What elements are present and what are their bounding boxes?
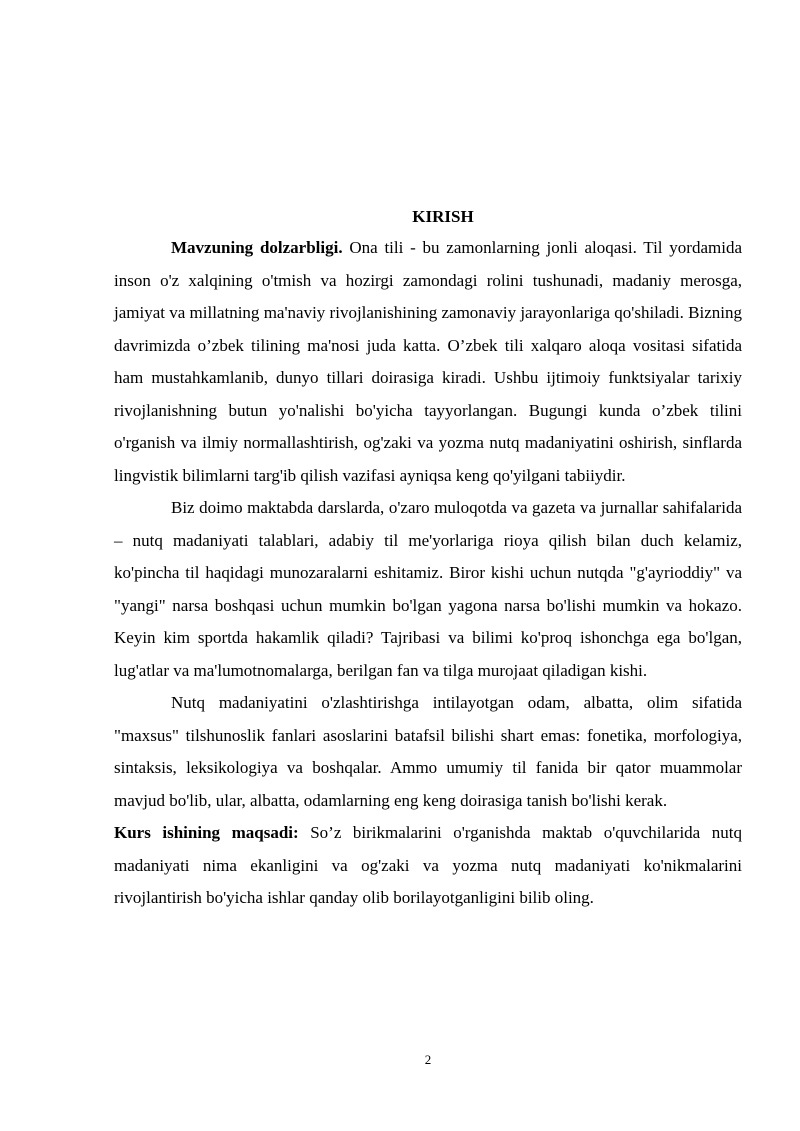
paragraph-speech-culture <box>114 492 742 687</box>
paragraph-text: So’z birikmalarini o'rganishda maktab o'quvchilarida nutq madaniyati nima ekanligini va og'zaki va yozma nutq madaniyati ko'nikmalarini rivojlantirish bo'yicha ishlar qanday olib borilayotganligini bilib oling. <box>114 823 742 907</box>
section-title: KIRISH <box>412 207 474 226</box>
paragraph-text: Nutq madaniyatini o'zlashtirishga intilayotgan odam, albatta, olim sifatida "maxsus" tilshunoslik fanlari asoslarini batafsil bilishi shart emas: fonetika, morfologiya, sintaksis, leksikologiya va boshqalar. Ammo umumiy til fanida bir qator muammolar mavjud bo'lib, ular, albatta, odamlarning eng keng doirasiga tanish bo'lishi kerak. <box>114 693 742 810</box>
paragraph-relevance <box>114 232 742 492</box>
paragraph-lead: Mavzuning dolzarbligi. <box>171 238 343 257</box>
paragraph-text: Biz doimo maktabda darslarda, o'zaro muloqotda va gazeta va jurnallar sahifalarida – nutq madaniyati talablari, adabiy til me'yorlariga rioya qilish bilan duch kelamiz, ko'pincha til haqidagi munozaralarni eshitamiz. Biror kishi uchun nutqda "g'ayrioddiy" va "yangi" narsa boshqasi uchun mumkin bo'lgan yagona narsa bo'lishi mumkin va hokazo. Keyin kim sportda hakamlik qiladi? Tajribasi va bilimi ko'proq ishonchga ega bo'lgan, lug'atlar va ma'lumotnomalarga, berilgan fan va tilga murojaat qiladigan kishi. <box>114 498 742 680</box>
page-number: 2 <box>424 1052 432 1067</box>
paragraph-linguistics <box>114 687 742 817</box>
paragraph-goal <box>114 817 742 915</box>
paragraph-lead: Kurs ishining maqsadi: <box>114 823 299 842</box>
paragraph-text: Ona tili - bu zamonlarning jonli aloqasi. Til yordamida inson o'z xalqining o'tmish va hozirgi zamondagi rolini tushunadi, madaniy merosga, jamiyat va millatning ma'naviy rivojlanishining zamonaviy jarayonlariga qo'shiladi. Bizning davrimizda o’zbek tilining ma'nosi juda katta. O’zbek tili xalqaro aloqa vositasi sifatida ham mustahkamlanib, dunyo tillari doirasiga kiradi. Ushbu ijtimoiy funktsiyalar tarixiy rivojlanishning butun yo'nalishi bo'yicha tayyorlangan. Bugungi kunda o’zbek tilini o'rganish va ilmiy normallashtirish, og'zaki va yozma nutq madaniyatini oshirish, sinflarda lingvistik bilimlarni targ'ib qilish vazifasi ayniqsa keng qo'yilgani tabiiydir. <box>114 238 742 485</box>
document-body <box>114 203 742 915</box>
